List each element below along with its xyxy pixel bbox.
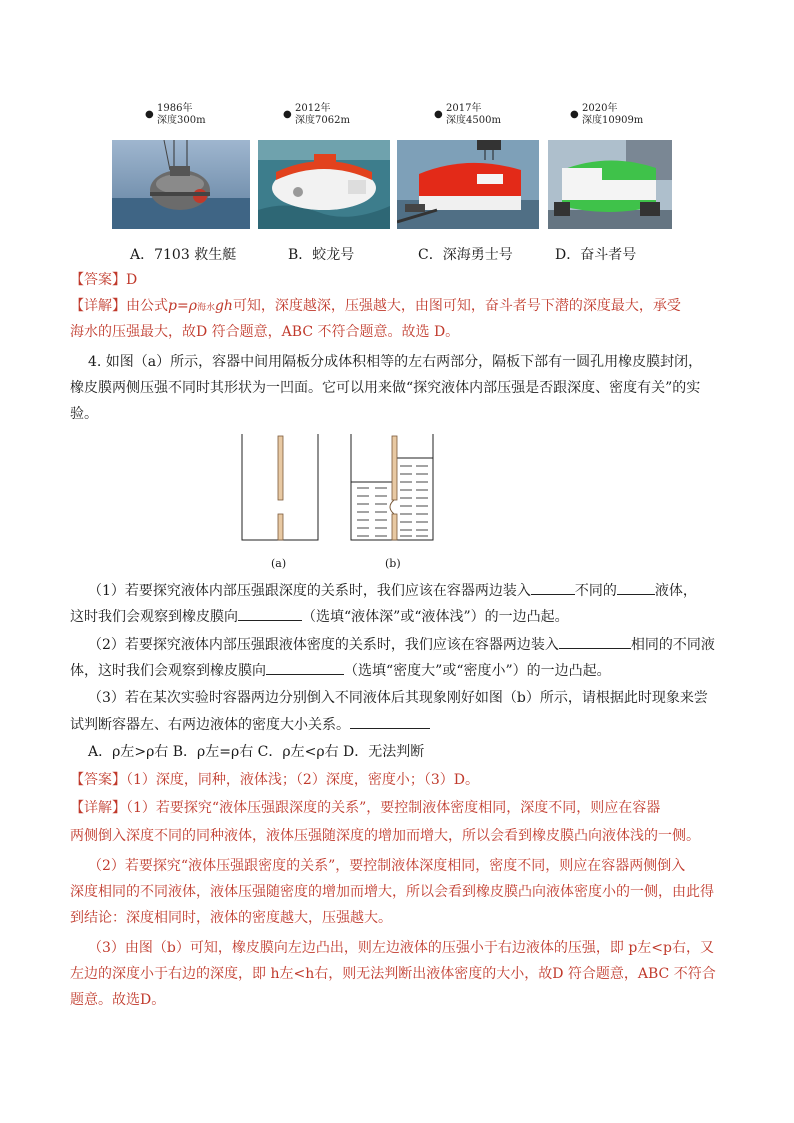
q4-detail-1a — [70, 798, 660, 818]
q4-answer — [70, 770, 479, 790]
blank-4[interactable] — [559, 634, 631, 649]
formula-subscript: 海水 — [196, 303, 215, 313]
q4-detail-2a: （2）若要探究“液体压强跟密度的关系”，要控制液体深度相同，密度不同，则应在容器两侧倒入 — [88, 858, 686, 874]
q4-stem-line2: 橡皮膜两侧压强不同时其形状为一凹面。它可以用来做“探究液体内部压强是否跟深度、密度有关”的实 — [70, 380, 701, 396]
q4-choices: A．ρ左>ρ右 B．ρ左=ρ右 C．ρ左<ρ右 D．无法判断 — [88, 744, 425, 760]
option-d: D．奋斗者号 — [555, 247, 637, 263]
q3-answer — [70, 270, 137, 290]
caption-depth: 深度4500m — [446, 115, 501, 126]
option-b: B．蛟龙号 — [288, 247, 355, 263]
caption-1986 — [145, 103, 206, 127]
answer-value: （1）深度，同种，液体浅；（2）深度，密度小；（3）D。 — [126, 772, 479, 788]
detail-tag: 【详解】 — [70, 800, 126, 816]
photo-7103 — [112, 140, 250, 229]
answer-value: D — [126, 272, 138, 288]
caption-2012 — [283, 103, 350, 127]
caption-year: 1986年 — [157, 103, 193, 114]
detail-tag: 【详解】 — [70, 298, 126, 314]
q4-part2-line2 — [70, 660, 611, 681]
q4-stem-line3: 验。 — [70, 406, 98, 422]
q4-detail-1b: 两侧倒入深度不同的同种液体，液体压强随深度的增加而增大，所以会看到橡皮膜凸向液体浅的一侧。 — [70, 828, 700, 844]
photo-shenhai-yongshi — [397, 140, 539, 229]
q3-detail-line2: 海水的压强最大，故D 符合题意，ABC 不符合题意。故选 D。 — [70, 324, 460, 340]
q4-detail-3c: 题意。故选D。 — [70, 992, 166, 1008]
q4-detail-2b: 深度相同的不同液体，液体压强随密度的增加而增大，所以会看到橡皮膜凸向液体密度小的一侧，由此得 — [70, 884, 714, 900]
q3-detail-line1 — [70, 296, 681, 318]
bullet-dot: ● — [145, 109, 154, 120]
caption-2020 — [570, 103, 643, 127]
bullet-dot: ● — [283, 109, 292, 120]
formula-p: p=ρ — [168, 298, 197, 314]
caption-depth: 深度300m — [157, 115, 206, 126]
answer-tag: 【答案】 — [70, 772, 126, 788]
caption-depth: 深度7062m — [295, 115, 350, 126]
q4-part3-line2 — [70, 714, 430, 735]
formula-gh: gh — [214, 298, 233, 314]
blank-2[interactable] — [617, 580, 655, 595]
q4-stem-line1: 4. 如图（a）所示，容器中间用隔板分成体积相等的左右两部分，隔板下部有一圆孔用橡皮膜封闭， — [88, 354, 703, 370]
blank-6[interactable] — [350, 714, 430, 729]
text: （2）若要探究液体内部压强跟液体密度的关系时，我们应该在容器两边装入 — [88, 637, 559, 653]
blank-5[interactable] — [266, 660, 344, 675]
text: 试判断容器左、右两边液体的密度大小关系。 — [70, 717, 350, 733]
text: 液体， — [654, 583, 697, 599]
option-a: A．7103 救生艇 — [130, 247, 237, 263]
caption-year: 2012年 — [295, 103, 331, 114]
q4-detail-2c: 到结论：深度相同时，液体的密度越大，压强越大。 — [70, 910, 392, 926]
container-diagram — [236, 430, 436, 545]
text: 体，这时我们会观察到橡皮膜向 — [70, 663, 266, 679]
detail-text: 可知，深度越深，压强越大，由图可知，奋斗者号下潜的深度最大，承受 — [232, 298, 681, 314]
photo-fendouzhe — [548, 140, 672, 229]
text: （选填“液体深”或“液体浅”）的一边凸起。 — [302, 609, 569, 625]
figure-label-a: (a) — [271, 557, 287, 570]
q4-part1-line1 — [88, 580, 697, 601]
bullet-dot: ● — [434, 109, 443, 120]
option-c: C．深海勇士号 — [418, 247, 513, 263]
q4-part3-line1: （3）若在某次实验时容器两边分别倒入不同液体后其现象刚好如图（b）所示，请根据此时现象来尝 — [88, 690, 708, 706]
caption-year: 2017年 — [446, 103, 482, 114]
caption-depth: 深度10909m — [582, 115, 644, 126]
figure-label-b: (b) — [385, 557, 401, 570]
text: 相同的不同液 — [630, 637, 715, 653]
container-b — [351, 434, 433, 540]
detail-text: （1）若要探究“液体压强跟深度的关系”，要控制液体密度相同，深度不同，则应在容器 — [126, 800, 661, 816]
text: （选填“密度大”或“密度小”）的一边凸起。 — [344, 663, 611, 679]
blank-3[interactable] — [238, 606, 302, 621]
text: （1）若要探究液体内部压强跟深度的关系时，我们应该在容器两边装入 — [88, 583, 531, 599]
q4-detail-3a: （3）由图（b）可知，橡皮膜向左边凸出，则左边液体的压强小于右边液体的压强，即 p左<p右，又 — [88, 940, 714, 956]
q4-part2-line1 — [88, 634, 715, 655]
detail-text: 由公式 — [126, 298, 168, 314]
caption-year: 2020年 — [582, 103, 618, 114]
bullet-dot: ● — [570, 109, 579, 120]
container-a — [242, 434, 318, 540]
text: 这时我们会观察到橡皮膜向 — [70, 609, 238, 625]
text: 不同的 — [574, 583, 617, 599]
answer-tag: 【答案】 — [70, 272, 126, 288]
q4-detail-3b: 左边的深度小于右边的深度，即 h左<h右，则无法判断出液体密度的大小，故D 符合题意，ABC 不符合 — [70, 966, 716, 982]
blank-1[interactable] — [531, 580, 575, 595]
caption-2017 — [434, 103, 501, 127]
photo-jiaolong — [258, 140, 390, 229]
q4-part1-line2 — [70, 606, 569, 627]
